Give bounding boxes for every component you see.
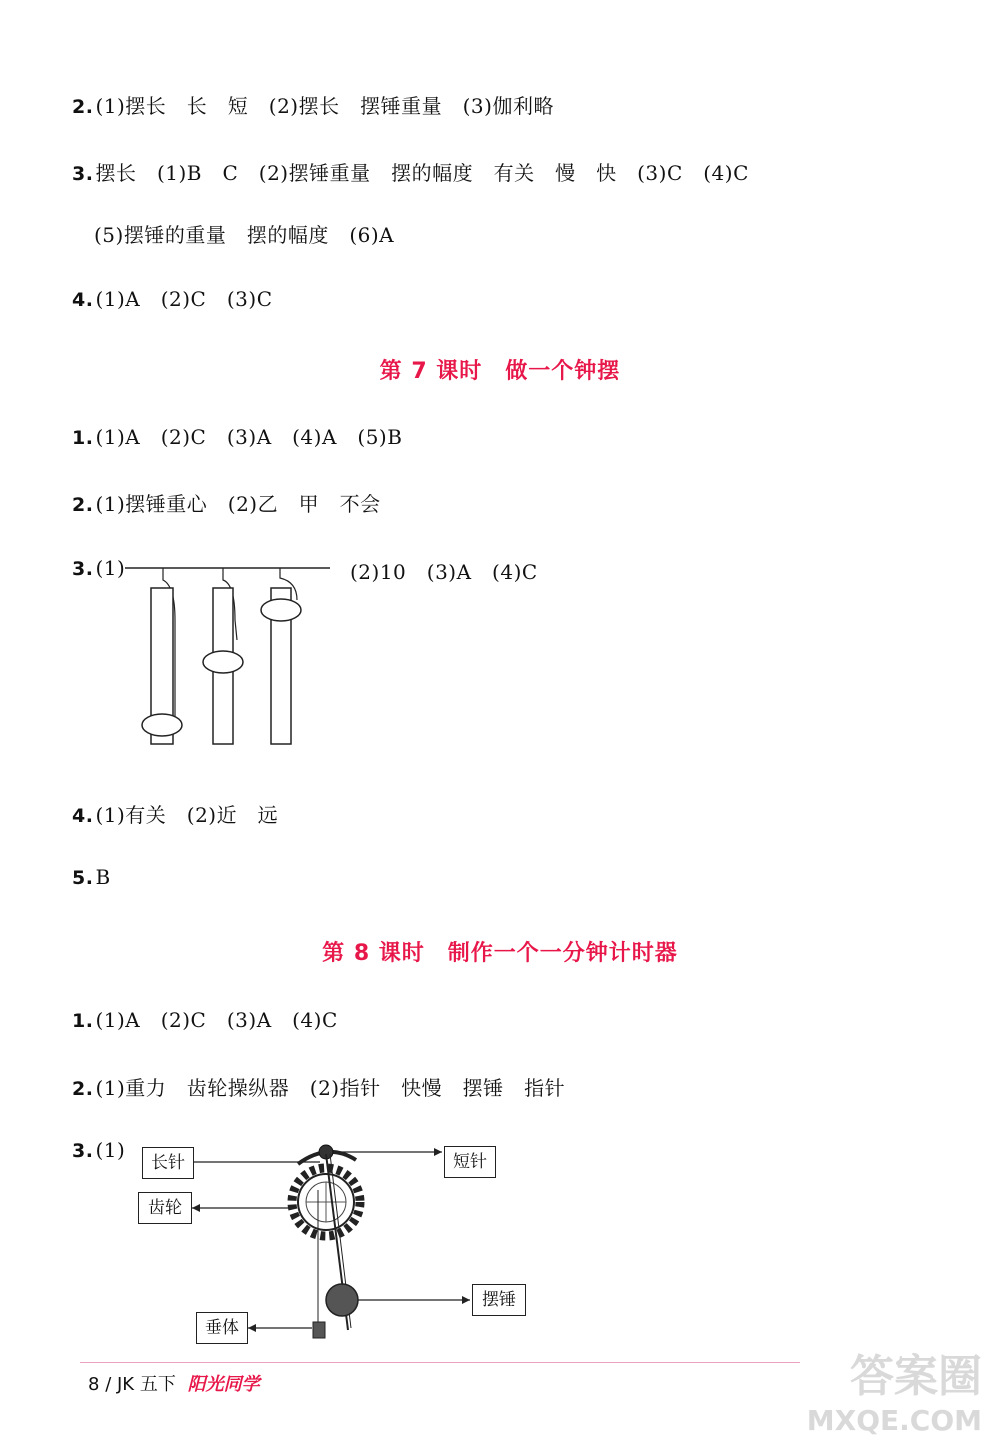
answer-line-l6-q2 — [72, 90, 554, 119]
lesson-8-title: 第 8 课时 制作一个一分钟计时器 — [322, 941, 678, 966]
question-number: 3. — [72, 163, 94, 185]
label-bob: 摆锤 — [472, 1284, 526, 1316]
question-number: 3. — [72, 558, 94, 580]
page-number: 8 — [88, 1374, 100, 1395]
answer-prefix: (1) — [95, 1138, 126, 1162]
arrowhead — [434, 1148, 442, 1156]
bob-1 — [142, 714, 182, 736]
answer-line-l8-q1 — [72, 1004, 338, 1033]
question-number: 2. — [72, 1078, 94, 1100]
question-number: 4. — [72, 805, 94, 827]
label-gear: 齿轮 — [138, 1192, 192, 1224]
answer-text: (1)A (2)C (3)A (4)C — [95, 1008, 338, 1032]
answer-line-l7-q1 — [72, 421, 402, 450]
arrowhead — [248, 1324, 256, 1332]
label-weight: 垂体 — [196, 1312, 248, 1344]
question-number: 1. — [72, 427, 94, 449]
footer-separator: / — [105, 1374, 112, 1395]
answer-text: (5)摆锤的重量 摆的幅度 (6)A — [94, 223, 395, 247]
bob-3 — [261, 599, 301, 621]
brand-logo: 阳光同学 — [187, 1374, 260, 1395]
question-number: 5. — [72, 867, 94, 889]
answer-text: (1)有关 (2)近 远 — [95, 803, 279, 827]
answer-text: (1)摆锤重心 (2)乙 甲 不会 — [95, 492, 381, 516]
question-number: 2. — [72, 96, 94, 118]
book-code: JK 五下 — [117, 1374, 176, 1395]
answer-line-l7-q5 — [72, 865, 111, 889]
footer-rule — [80, 1362, 800, 1363]
answer-text: B — [95, 865, 111, 889]
bob-2 — [203, 651, 243, 673]
lesson-7-title: 第 7 课时 做一个钟摆 — [379, 359, 621, 384]
answer-line-l6-q4 — [72, 283, 273, 312]
answer-line-l7-q3-rest — [350, 556, 538, 585]
answer-line-l7-q4 — [72, 799, 278, 828]
watermark — [807, 1340, 982, 1437]
question-number: 1. — [72, 1010, 94, 1032]
answer-line-l8-q3 — [72, 1138, 125, 1162]
label-long-hand: 长针 — [142, 1147, 194, 1179]
question-number: 4. — [72, 289, 94, 311]
question-number: 2. — [72, 494, 94, 516]
answer-text: (1)A (2)C (3)C — [95, 287, 273, 311]
watermark-bottom: MXQE.COM — [806, 1404, 982, 1437]
answer-line-l7-q2 — [72, 488, 381, 517]
arrowhead — [462, 1296, 470, 1304]
question-number: 3. — [72, 1140, 94, 1162]
gear-wheel — [292, 1168, 360, 1236]
watermark-top: 答案圈 — [850, 1351, 982, 1402]
page-footer — [88, 1370, 260, 1396]
answer-line-l8-q2 — [72, 1072, 565, 1101]
answer-text: 摆长 (1)B C (2)摆锤重量 摆的幅度 有关 慢 快 (3)C (4)C — [95, 161, 749, 185]
weight-block — [313, 1322, 325, 1338]
answer-prefix: (1) — [95, 556, 126, 580]
answer-text: (2)10 (3)A (4)C — [350, 560, 538, 584]
arrowhead — [192, 1204, 200, 1212]
answer-line-l6-q3 — [72, 157, 749, 186]
pendulum-diagram — [125, 560, 335, 750]
answer-text: (1)重力 齿轮操纵器 (2)指针 快慢 摆锤 指针 — [95, 1076, 566, 1100]
label-short-hand: 短针 — [444, 1146, 496, 1178]
answer-line-l7-q3 — [72, 556, 125, 580]
answer-line-l6-q3-cont — [94, 219, 394, 248]
answer-text: (1)A (2)C (3)A (4)A (5)B — [95, 425, 403, 449]
answer-text: (1)摆长 长 短 (2)摆长 摆锤重量 (3)伽利略 — [95, 94, 554, 118]
pendulum-bob — [326, 1284, 358, 1316]
